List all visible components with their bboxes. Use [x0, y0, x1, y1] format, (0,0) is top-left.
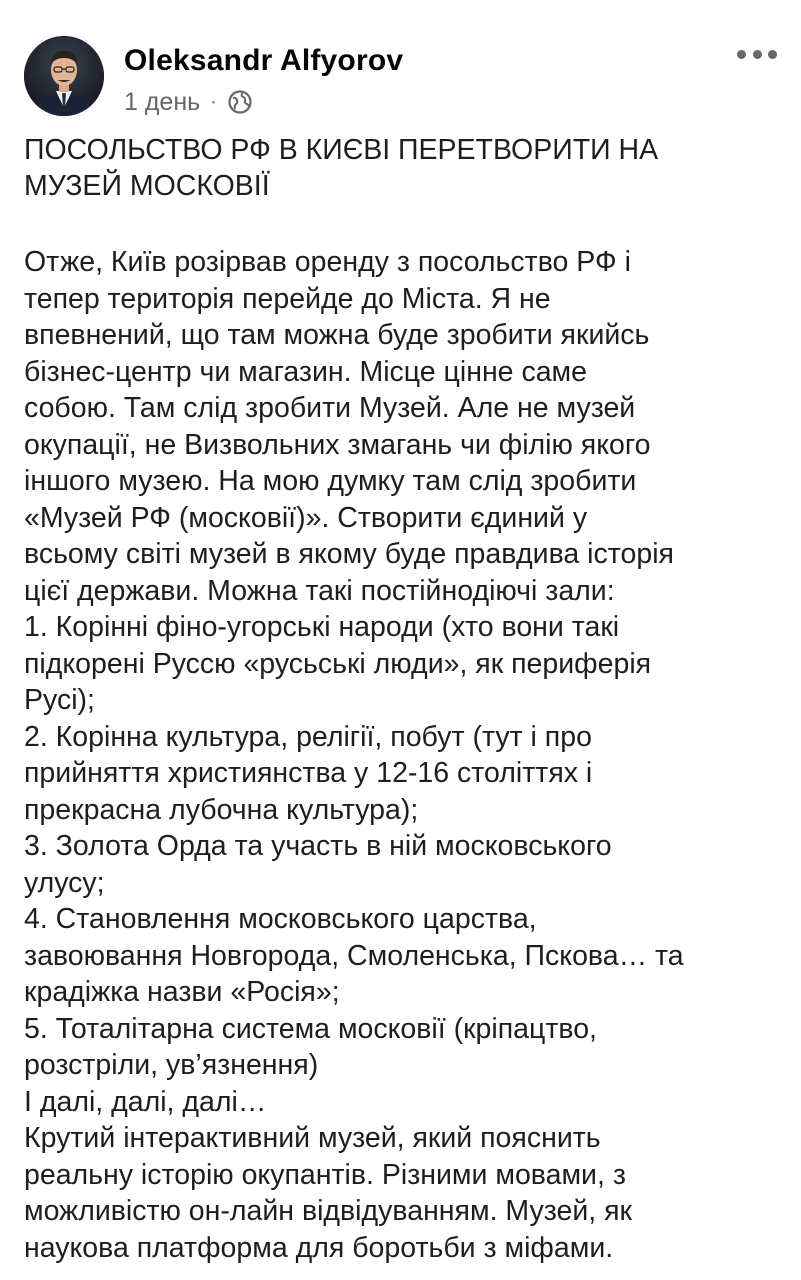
post-text-line: крадіжка назви «Росія»; [24, 976, 340, 1008]
post-text-line: улусу; [24, 866, 105, 899]
more-options-button[interactable] [737, 42, 777, 66]
post-text-line: іншого музею. На мою думку там слід зробити [24, 465, 637, 497]
post-text-line: розстріли, ув’язнення) [24, 1049, 319, 1081]
post-text-line: Крутий інтерактивний музей, який пояснить [24, 1122, 601, 1154]
post-timestamp[interactable]: 1 день [124, 87, 201, 116]
post-text-line: 1. Корінні фіно-угорські народи (хто вони такі [24, 611, 620, 643]
more-dot-icon [768, 50, 777, 59]
meta-separator: · [210, 90, 217, 113]
post-text-line: 3. Золота Орда та участь в ній московського [24, 830, 612, 862]
post-title: ПОСОЛЬСТВО РФ В КИЄВІ ПЕРЕТВОРИТИ НА МУЗЕЙ МОСКОВІЇ [24, 134, 659, 202]
post-text-line: І далі, далі, далі… [24, 1085, 267, 1118]
post-text-line: 2. Корінна культура, релігії, побут (тут і про [24, 720, 592, 753]
post-text-line: собою. Там слід зробити Музей. Але не музей [24, 392, 636, 424]
post-text-line: наукова платформа для боротьби з міфами. [24, 1231, 614, 1264]
post-text-line: Русі); [24, 684, 95, 716]
more-dot-icon [753, 50, 762, 59]
post-text-line: впевнений, що там можна буде зробити якийсь [24, 319, 650, 351]
post-text-line: цієї держави. Можна такі постійнодіючі зали: [24, 574, 615, 607]
post-text-line: 4. Становлення московського царства, [24, 903, 537, 935]
post-text-line: прекрасна лубочна культура); [24, 793, 419, 826]
avatar[interactable] [24, 36, 104, 116]
post-text-line: 5. Тоталітарна система московії (кріпацтво, [24, 1012, 597, 1045]
post-text-line: реальну історію окупантів. Різними мовами, з [24, 1158, 626, 1191]
post-text-line: бізнес-центр чи магазин. Місце цінне саме [24, 355, 588, 388]
post-text-line: можливістю он-лайн відвідуванням. Музей, як [24, 1195, 632, 1227]
post-text-line: всьому світі музей в якому буде правдива історія [24, 538, 674, 570]
post-text-line: завоювання Новгорода, Смоленська, Пскова… та [24, 939, 684, 972]
globe-icon[interactable] [227, 89, 253, 115]
post-text-line: підкорені Руссю «русьські люди», як периферія [24, 647, 652, 680]
post-meta [124, 87, 253, 117]
post-text-line: окупації, не Визвольних змагань чи філію якого [24, 428, 651, 461]
author-name[interactable]: Oleksandr Alfyorov [124, 44, 404, 77]
post-text-line: Отже, Київ розірвав оренду з посольство РФ і [24, 246, 631, 278]
post-text-line: «Музей РФ (московії)». Створити єдиний у [24, 501, 588, 534]
post-text-line: тепер територія перейде до Міста. Я не [24, 282, 551, 315]
profile-photo [24, 36, 104, 116]
post-text-line: прийняття християнства у 12-16 століттях і [24, 757, 593, 789]
more-dot-icon [737, 50, 746, 59]
post-body [24, 244, 786, 1266]
